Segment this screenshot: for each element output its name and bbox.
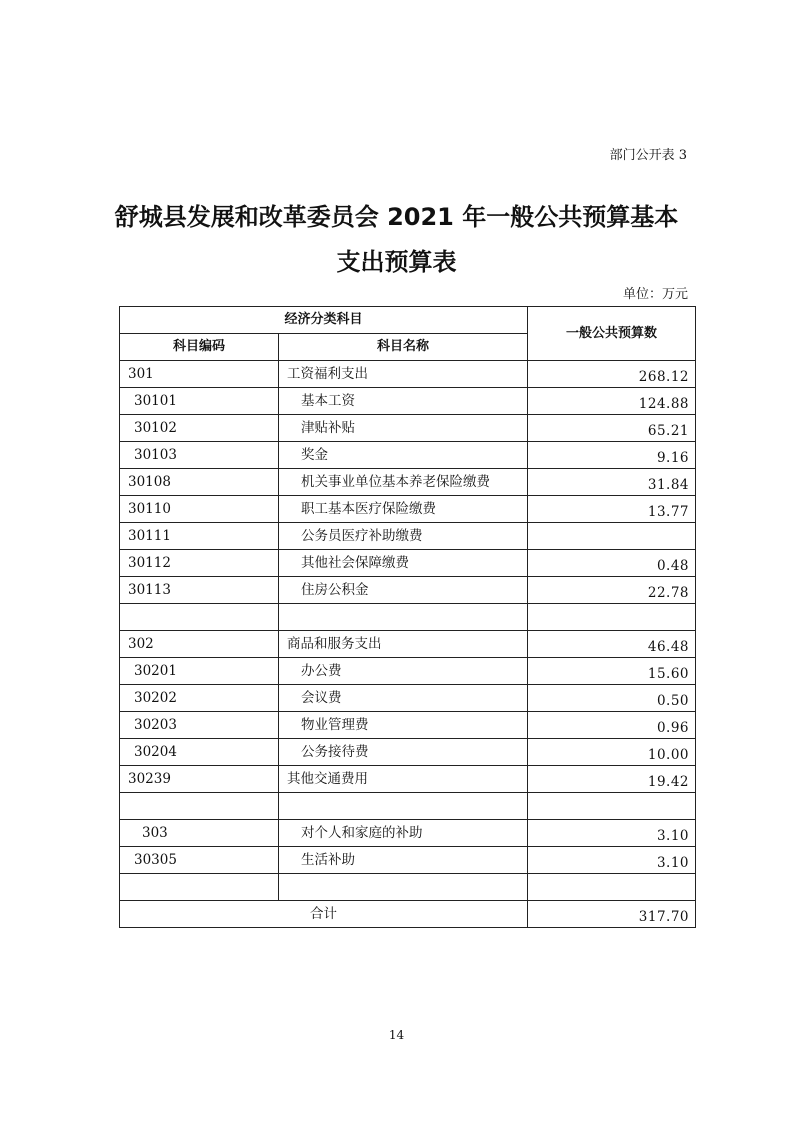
row-amount	[528, 874, 696, 901]
row-amount: 0.96	[528, 712, 696, 739]
row-code: 301	[120, 361, 279, 388]
total-amount: 317.70	[528, 901, 696, 928]
row-name: 会议费	[279, 685, 528, 712]
row-amount: 124.88	[528, 388, 696, 415]
page-number: 14	[388, 1028, 405, 1042]
header-code: 科目编码	[120, 334, 279, 361]
table-row	[120, 793, 696, 820]
table-row	[120, 442, 696, 469]
row-amount: 268.12	[528, 361, 696, 388]
row-name: 津贴补贴	[279, 415, 528, 442]
row-code	[120, 793, 279, 820]
table-row	[120, 847, 696, 874]
row-amount: 9.16	[528, 442, 696, 469]
row-name: 住房公积金	[279, 577, 528, 604]
row-code: 30108	[120, 469, 279, 496]
row-code: 30203	[120, 712, 279, 739]
row-code: 30111	[120, 523, 279, 550]
row-name: 职工基本医疗保险缴费	[279, 496, 528, 523]
header-economic-category: 经济分类科目	[120, 307, 528, 334]
table-row	[120, 739, 696, 766]
row-name: 奖金	[279, 442, 528, 469]
row-name: 基本工资	[279, 388, 528, 415]
page-title: 舒城县发展和改革委员会 2021 年一般公共预算基本	[114, 203, 679, 231]
row-amount: 0.48	[528, 550, 696, 577]
row-name: 公务员医疗补助缴费	[279, 523, 528, 550]
header-name: 科目名称	[279, 334, 528, 361]
row-code: 30239	[120, 766, 279, 793]
row-amount	[528, 793, 696, 820]
table-row	[120, 766, 696, 793]
row-name: 对个人和家庭的补助	[279, 820, 528, 847]
row-code: 30102	[120, 415, 279, 442]
form-label: 部门公开表 3	[609, 148, 687, 163]
row-amount: 46.48	[528, 631, 696, 658]
row-name	[279, 604, 528, 631]
row-amount	[528, 523, 696, 550]
table-row	[120, 388, 696, 415]
row-amount: 22.78	[528, 577, 696, 604]
row-amount: 10.00	[528, 739, 696, 766]
table-row	[120, 820, 696, 847]
row-code: 30204	[120, 739, 279, 766]
row-code: 30101	[120, 388, 279, 415]
table-row	[120, 577, 696, 604]
row-amount: 13.77	[528, 496, 696, 523]
row-name: 其他交通费用	[279, 766, 528, 793]
table-row	[120, 658, 696, 685]
table-row	[120, 523, 696, 550]
row-amount	[528, 604, 696, 631]
table-row	[120, 550, 696, 577]
row-code: 303	[120, 820, 279, 847]
table-row	[120, 361, 696, 388]
row-amount: 15.60	[528, 658, 696, 685]
row-code	[120, 604, 279, 631]
row-amount: 19.42	[528, 766, 696, 793]
row-code: 302	[120, 631, 279, 658]
row-code: 30201	[120, 658, 279, 685]
row-code: 30202	[120, 685, 279, 712]
row-name: 工资福利支出	[279, 361, 528, 388]
row-code: 30113	[120, 577, 279, 604]
table-row	[120, 604, 696, 631]
row-name: 物业管理费	[279, 712, 528, 739]
table-row	[120, 631, 696, 658]
table-row	[120, 496, 696, 523]
row-name: 公务接待费	[279, 739, 528, 766]
row-code: 30110	[120, 496, 279, 523]
total-label: 合计	[120, 901, 528, 928]
row-amount: 31.84	[528, 469, 696, 496]
row-name	[279, 874, 528, 901]
row-amount: 3.10	[528, 847, 696, 874]
header-amount: 一般公共预算数	[528, 307, 696, 361]
row-name: 机关事业单位基本养老保险缴费	[279, 469, 528, 496]
row-name: 商品和服务支出	[279, 631, 528, 658]
budget-table	[119, 306, 696, 928]
row-name: 生活补助	[279, 847, 528, 874]
row-code	[120, 874, 279, 901]
row-amount: 65.21	[528, 415, 696, 442]
row-name	[279, 793, 528, 820]
table-row	[120, 874, 696, 901]
row-name: 其他社会保障缴费	[279, 550, 528, 577]
table-row	[120, 712, 696, 739]
row-code: 30103	[120, 442, 279, 469]
table-row	[120, 469, 696, 496]
row-amount: 0.50	[528, 685, 696, 712]
page-title-line2: 支出预算表	[336, 248, 457, 276]
table-row	[120, 685, 696, 712]
row-amount: 3.10	[528, 820, 696, 847]
table-row	[120, 415, 696, 442]
row-code: 30112	[120, 550, 279, 577]
unit-label: 单位：万元	[622, 287, 688, 302]
row-name: 办公费	[279, 658, 528, 685]
row-code: 30305	[120, 847, 279, 874]
total-row	[120, 901, 696, 928]
